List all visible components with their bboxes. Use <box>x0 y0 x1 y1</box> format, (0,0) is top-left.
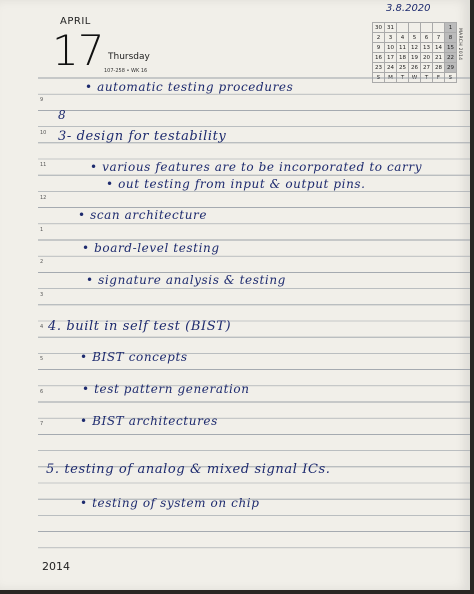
note-line: • board-level testing <box>82 241 220 255</box>
calendar-cell: 31 <box>385 23 397 33</box>
calendar-cell: 14 <box>433 43 445 53</box>
calendar-cell: 16 <box>373 53 385 63</box>
calendar-cell: 28 <box>433 63 445 73</box>
calendar-cell: 11 <box>397 43 409 53</box>
hour-label: 10 <box>40 130 47 136</box>
hour-label: 4 <box>40 324 44 330</box>
hour-label: 3 <box>40 292 44 298</box>
calendar-cell: 30 <box>373 23 385 33</box>
calendar-cell: 1 <box>445 23 457 33</box>
calendar-cell: 18 <box>397 53 409 63</box>
note-line: • BIST architectures <box>80 414 218 428</box>
hour-label: 11 <box>40 162 47 168</box>
note-line: • scan architecture <box>78 208 208 222</box>
calendar-cell: 10 <box>385 43 397 53</box>
hour-label: 9 <box>40 97 44 103</box>
note-line: 5. testing of analog & mixed signal ICs. <box>46 462 331 477</box>
year-label: 2014 <box>42 560 70 573</box>
note-line: • signature analysis & testing <box>86 273 286 287</box>
note-line: 3- design for testability <box>58 129 227 144</box>
calendar-cell: 22 <box>445 53 457 63</box>
note-line: • test pattern generation <box>82 382 250 396</box>
hour-label: 2 <box>40 259 44 265</box>
note-line: 8 <box>58 108 67 122</box>
calendar-cell: F <box>433 73 445 83</box>
note-line: • testing of system on chip <box>80 496 260 510</box>
calendar-cell: 24 <box>385 63 397 73</box>
calendar-cell: 7 <box>433 33 445 43</box>
calendar-cell: 15 <box>445 43 457 53</box>
calendar-cell: W <box>409 73 421 83</box>
calendar-cell: 12 <box>409 43 421 53</box>
calendar-cell: T <box>421 73 433 83</box>
note-line: • automatic testing procedures <box>85 80 294 94</box>
calendar-cell: 3 <box>385 33 397 43</box>
day-number: 17 <box>52 26 104 75</box>
calendar-cell: 29 <box>445 63 457 73</box>
calendar-cell: 8 <box>445 33 457 43</box>
calendar-cell: 19 <box>409 53 421 63</box>
calendar-cell: 17 <box>385 53 397 63</box>
day-info: 107-258 • WK 16 <box>104 68 148 74</box>
calendar-cell: S <box>445 73 457 83</box>
note-line: 4. built in self test (BIST) <box>48 319 232 334</box>
note-line: • various features are to be incorporated to carry <box>90 160 423 174</box>
note-line: • BIST concepts <box>80 350 188 364</box>
weekday-label: Thursday <box>108 52 150 62</box>
calendar-month-label: MARCH 2014 <box>457 28 462 61</box>
calendar-cell: 25 <box>397 63 409 73</box>
calendar-cell: 5 <box>409 33 421 43</box>
calendar-cell: 6 <box>421 33 433 43</box>
calendar-cell: M <box>385 73 397 83</box>
calendar-cell: 13 <box>421 43 433 53</box>
hour-label: 1 <box>40 227 44 233</box>
hour-label: 5 <box>40 356 44 362</box>
calendar-cell: 20 <box>421 53 433 63</box>
calendar-cell: T <box>397 73 409 83</box>
handwritten-date: 3.8.2020 <box>386 3 431 14</box>
calendar-cell: S <box>373 73 385 83</box>
calendar-cell: 9 <box>373 43 385 53</box>
calendar-cell: 26 <box>409 63 421 73</box>
hour-label: 6 <box>40 389 44 395</box>
month-label: APRIL <box>60 16 91 27</box>
hour-label: 12 <box>40 195 47 201</box>
note-line: • out testing from input & output pins. <box>106 177 366 191</box>
calendar-cell: 23 <box>373 63 385 73</box>
hour-label: 7 <box>40 421 44 427</box>
calendar-cell: 27 <box>421 63 433 73</box>
calendar-cell: 2 <box>373 33 385 43</box>
calendar-cell: 4 <box>397 33 409 43</box>
calendar-cell: 21 <box>433 53 445 63</box>
